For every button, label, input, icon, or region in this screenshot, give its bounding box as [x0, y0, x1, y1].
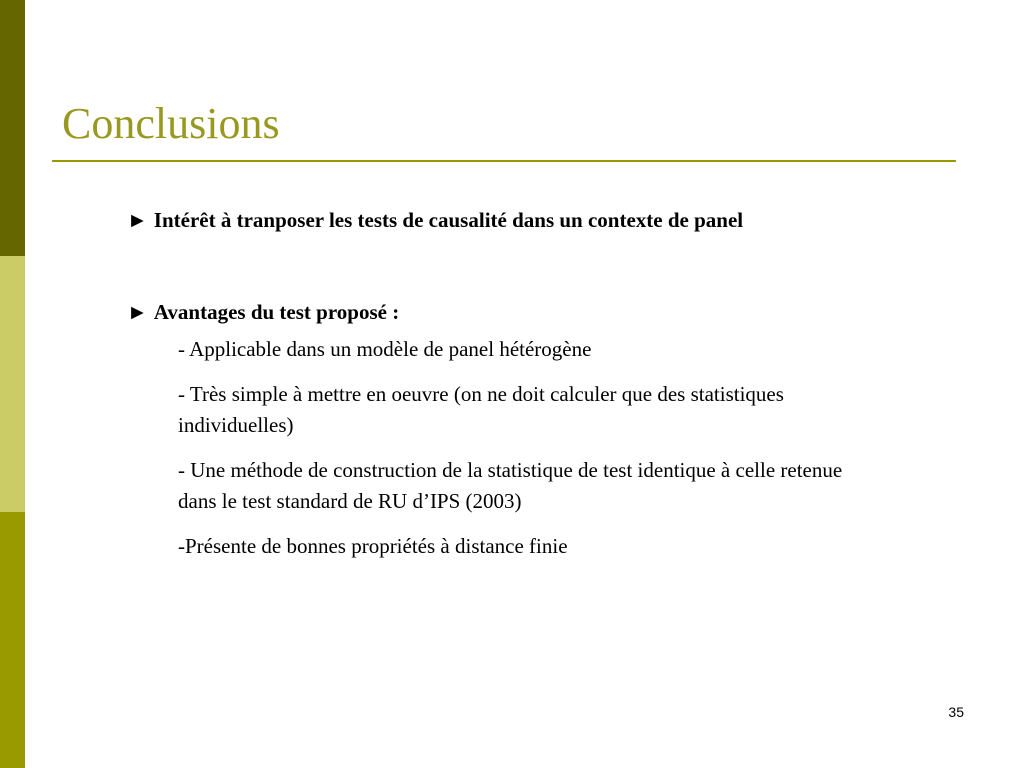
sub-list-item: - Applicable dans un modèle de panel hétérogène: [178, 337, 592, 361]
page-number: 35: [948, 704, 964, 720]
slide-title: Conclusions: [62, 99, 280, 148]
arrow-bullet-icon: ►: [127, 208, 148, 232]
sub-list-item: - Très simple à mettre en oeuvre (on ne doit calculer que des statistiques individuelles): [178, 382, 784, 437]
sidebar-segment-top: [0, 0, 25, 256]
arrow-bullet-icon: ►: [127, 300, 148, 324]
bullet-item: [127, 297, 847, 328]
sub-list-item: -Présente de bonnes propriétés à distance finie: [178, 534, 568, 558]
sidebar-segment-middle: [0, 256, 25, 512]
slide-content: [127, 205, 847, 576]
sub-list-item: - Une méthode de construction de la statistique de test identique à celle retenue dans le test standard de RU d’IPS (2003): [178, 458, 843, 513]
bullet-text: Intérêt à tranposer les tests de causalité dans un contexte de panel: [153, 208, 744, 232]
bullet-item: [127, 205, 847, 236]
bullet-text: Avantages du test proposé :: [153, 300, 400, 324]
decorative-sidebar: [0, 0, 25, 768]
sidebar-segment-bottom: [0, 512, 25, 768]
title-divider: [52, 160, 956, 162]
